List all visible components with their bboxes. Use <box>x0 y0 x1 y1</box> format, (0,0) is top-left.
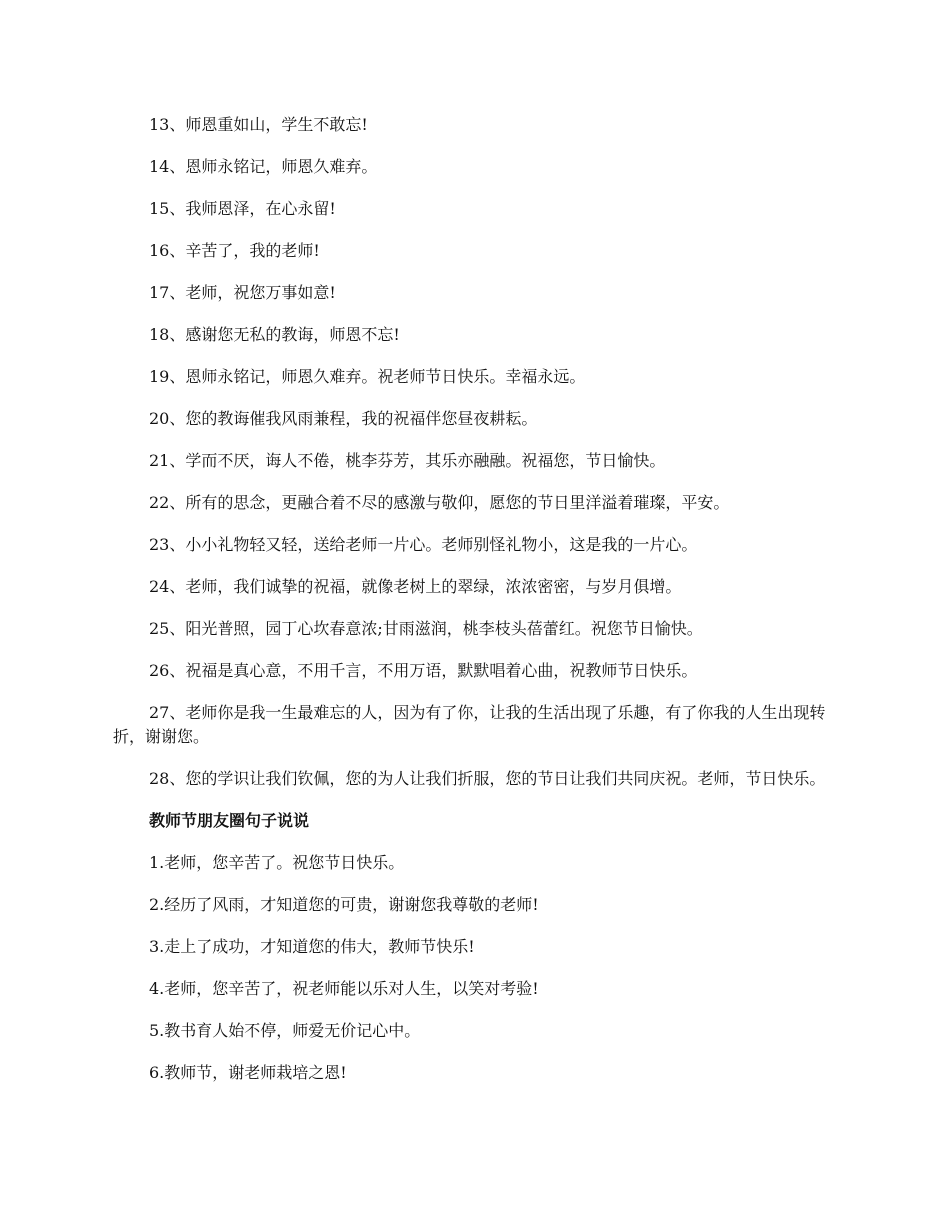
document-body <box>113 113 840 1103</box>
paragraph: 6.教师节，谢老师栽培之恩! <box>149 1063 347 1082</box>
section-heading: 教师节朋友圈句子说说 <box>149 811 310 830</box>
paragraph: 27、老师你是我一生最难忘的人，因为有了你，让我的生活出现了乐趣，有了你我的人生出现转折，谢谢您。 <box>113 703 826 746</box>
paragraph: 23、小小礼物轻又轻，送给老师一片心。老师别怪礼物小，这是我的一片心。 <box>149 535 698 554</box>
paragraph: 20、您的教诲催我风雨兼程，我的祝福伴您昼夜耕耘。 <box>149 409 538 428</box>
paragraph: 15、我师恩泽，在心永留! <box>149 199 336 218</box>
paragraph: 25、阳光普照，园丁心坎春意浓;甘雨滋润，桃李枝头蓓蕾红。祝您节日愉快。 <box>149 619 703 638</box>
paragraph: 22、所有的思念，更融合着不尽的感激与敬仰，愿您的节日里洋溢着璀璨，平安。 <box>149 493 730 512</box>
paragraph: 4.老师，您辛苦了，祝老师能以乐对人生，以笑对考验! <box>149 979 539 998</box>
paragraph: 26、祝福是真心意，不用千言，不用万语，默默唱着心曲，祝教师节日快乐。 <box>149 661 698 680</box>
paragraph: 21、学而不厌，诲人不倦，桃李芬芳，其乐亦融融。祝福您，节日愉快。 <box>149 451 666 470</box>
paragraph: 18、感谢您无私的教诲，师恩不忘! <box>149 325 400 344</box>
paragraph: 16、辛苦了，我的老师! <box>149 241 320 260</box>
paragraph: 28、您的学识让我们钦佩，您的为人让我们折服，您的节日让我们共同庆祝。老师，节日快乐。 <box>149 769 826 788</box>
paragraph: 2.经历了风雨，才知道您的可贵，谢谢您我尊敬的老师! <box>149 895 539 914</box>
paragraph: 5.教书育人始不停，师爱无价记心中。 <box>149 1021 421 1040</box>
paragraph: 14、恩师永铭记，师恩久难弃。 <box>149 157 378 176</box>
paragraph: 13、师恩重如山，学生不敢忘! <box>149 115 368 134</box>
paragraph: 24、老师，我们诚挚的祝福，就像老树上的翠绿，浓浓密密，与岁月俱增。 <box>149 577 682 596</box>
paragraph: 3.走上了成功，才知道您的伟大，教师节快乐! <box>149 937 475 956</box>
paragraph: 1.老师，您辛苦了。祝您节日快乐。 <box>149 853 405 872</box>
paragraph: 17、老师，祝您万事如意! <box>149 283 336 302</box>
paragraph: 19、恩师永铭记，师恩久难弃。祝老师节日快乐。幸福永远。 <box>149 367 586 386</box>
